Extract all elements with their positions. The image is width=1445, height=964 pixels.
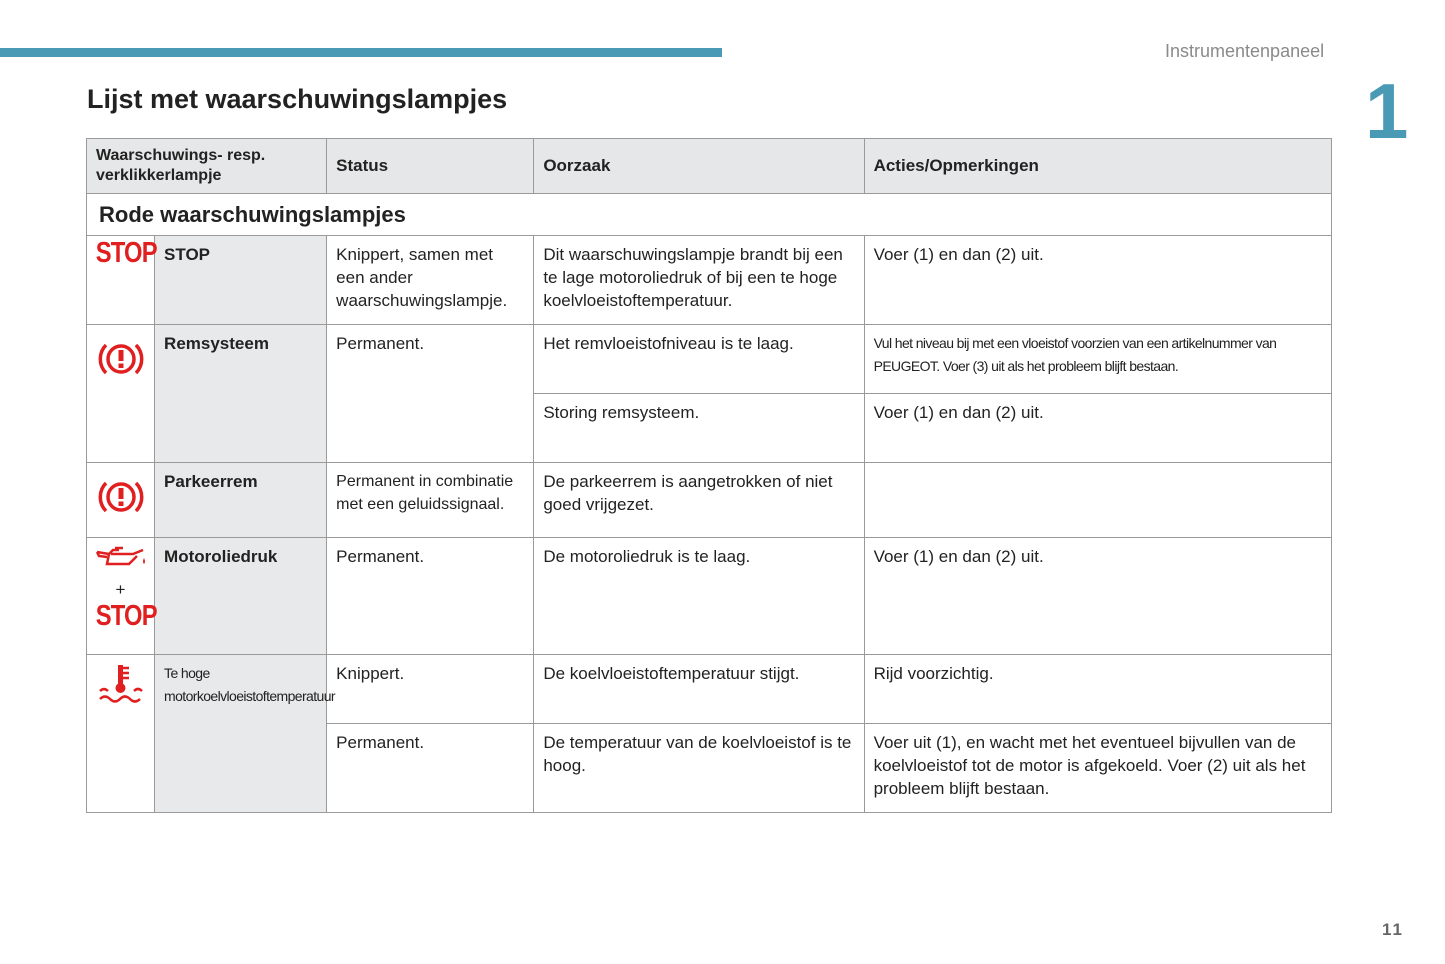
table-row: [87, 463, 1332, 538]
action: Voer (1) en dan (2) uit.: [864, 394, 1331, 463]
cause: De parkeerrem is aangetrokken of niet goed vrijgezet.: [534, 463, 864, 538]
cause: De koelvloeistoftemperatuur stijgt.: [534, 655, 864, 724]
table-row: [87, 236, 1332, 325]
status: Permanent.: [327, 325, 534, 463]
parking-brake-icon: [96, 477, 146, 517]
status: Knippert.: [327, 655, 534, 724]
lamp-name: Parkeerrem: [155, 463, 327, 538]
lamp-name: Remsysteem: [155, 325, 327, 463]
coolant-temperature-icon: [96, 661, 146, 705]
section-heading: Rode waarschuwingslampjes: [87, 194, 1332, 236]
action: [864, 463, 1331, 538]
status: Permanent in combinatie met een geluidssignaal.: [327, 463, 534, 538]
plus-sign: +: [115, 580, 126, 599]
table-row: [87, 538, 1332, 655]
cause: De temperatuur van de koelvloeistof is te hoog.: [534, 724, 864, 813]
header-action: Acties/Opmerkingen: [864, 139, 1331, 194]
page-number: 11: [1382, 920, 1404, 939]
table-row: [87, 655, 1332, 724]
status: Permanent.: [327, 538, 534, 655]
section-name: Instrumentenpaneel: [1165, 41, 1325, 61]
stop-icon: STOP: [95, 600, 157, 632]
lamp-name: STOP: [155, 236, 327, 325]
lamp-name: Motoroliedruk: [155, 538, 327, 655]
oil-pressure-icon: [93, 544, 149, 568]
table-row: [87, 325, 1332, 394]
action: Rijd voorzichtig.: [864, 655, 1331, 724]
header-cause: Oorzaak: [534, 139, 864, 194]
header-accent-bar: [0, 48, 722, 57]
action: Vul het niveau bij met een vloeistof voorzien van een artikelnummer van PEUGEOT. Voer (3) uit als het probleem blijft bestaan.: [864, 325, 1331, 394]
action: Voer (1) en dan (2) uit.: [864, 538, 1331, 655]
brake-warning-icon: [96, 339, 146, 379]
warning-lights-table: [86, 138, 1332, 813]
cause: Dit waarschuwingslampje brandt bij een te lage motoroliedruk of bij een te hoge koelvloeistoftemperatuur.: [534, 236, 864, 325]
stop-icon: STOP: [95, 237, 157, 269]
cause: Storing remsysteem.: [534, 394, 864, 463]
status: Knippert, samen met een ander waarschuwingslampje.: [327, 236, 534, 325]
lamp-name: Te hoge motorkoelvloeistoftemperatuur: [155, 655, 327, 813]
page-title: Lijst met waarschuwingslampjes: [87, 84, 508, 114]
chapter-number: 1: [1365, 67, 1409, 155]
header-status: Status: [327, 139, 534, 194]
action: Voer (1) en dan (2) uit.: [864, 236, 1331, 325]
cause: Het remvloeistofniveau is te laag.: [534, 325, 864, 394]
header-lamp: Waarschuwings- resp. verklikkerlampje: [87, 139, 327, 194]
cause: De motoroliedruk is te laag.: [534, 538, 864, 655]
status: Permanent.: [327, 724, 534, 813]
action: Voer uit (1), en wacht met het eventueel bijvullen van de koelvloeistof tot de motor is afgekoeld. Voer (2) uit als het probleem blijft bestaan.: [864, 724, 1331, 813]
